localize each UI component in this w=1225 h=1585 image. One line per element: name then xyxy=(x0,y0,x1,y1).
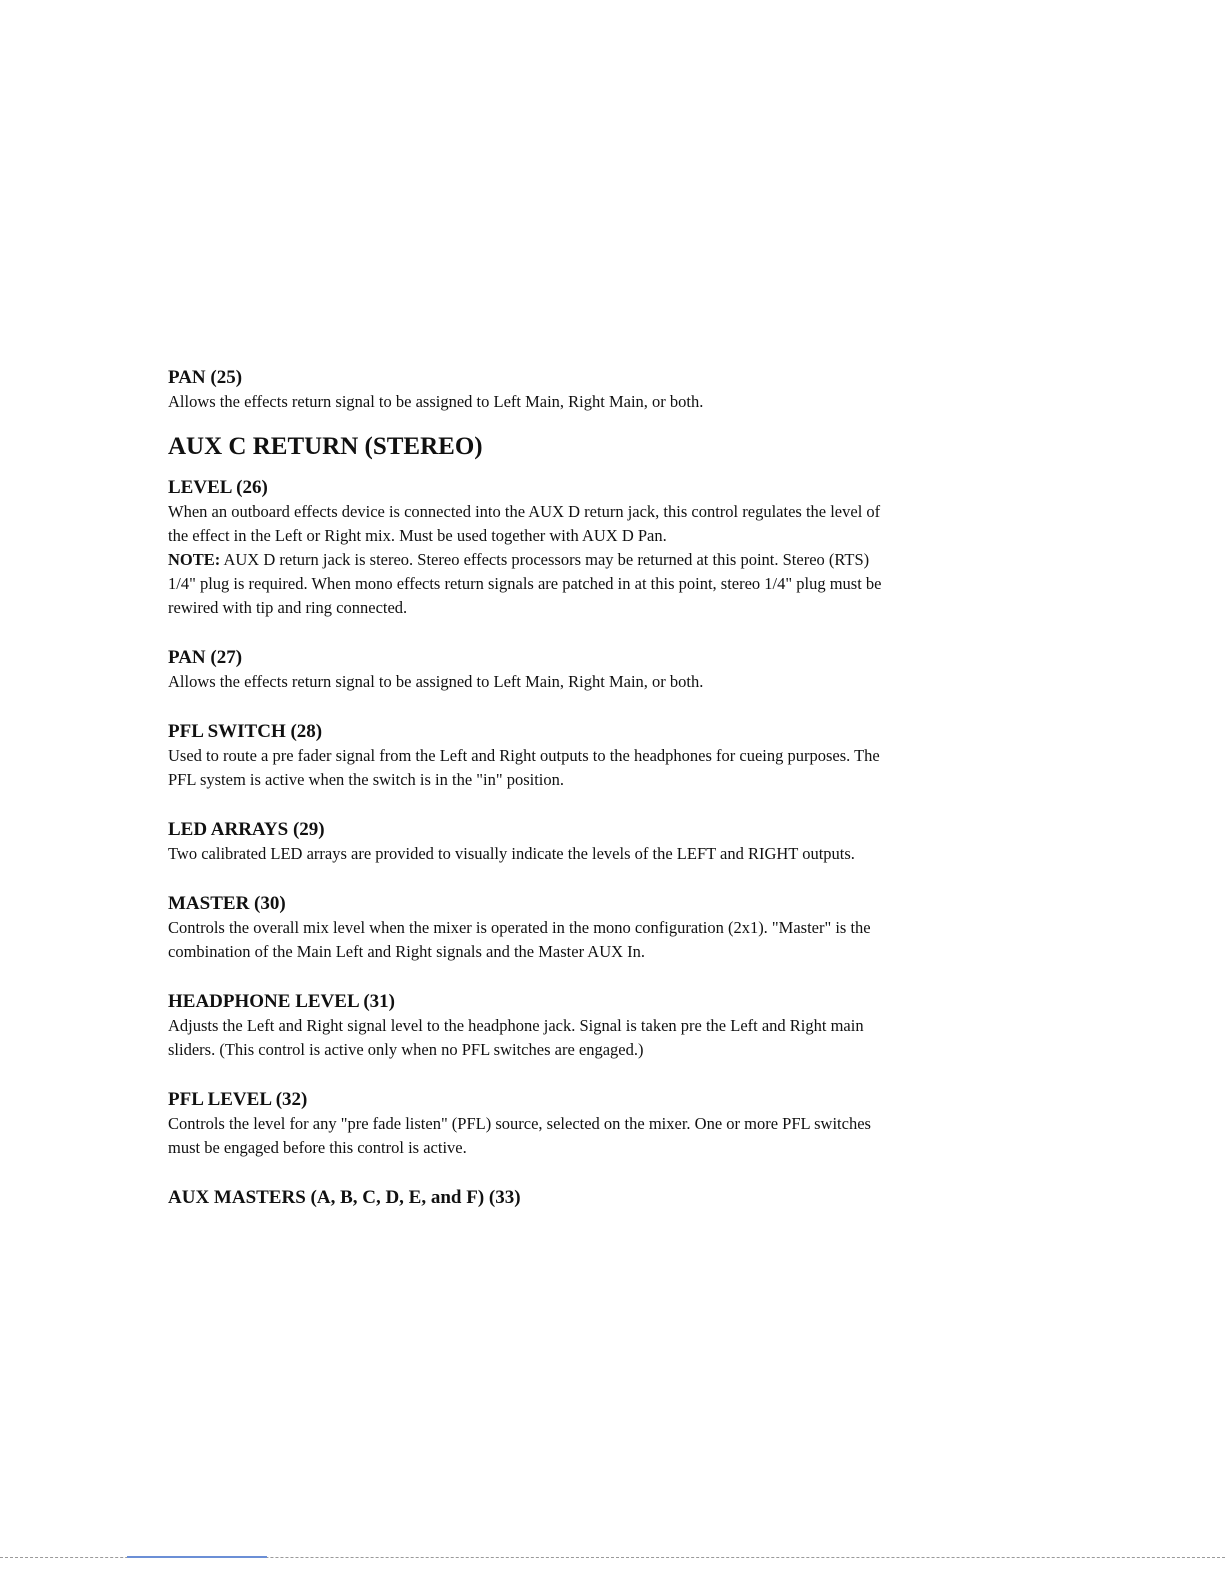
pfl-switch-28-line-1: Used to route a pre fader signal from the Left and Right outputs to the headphones for cueing purposes. The xyxy=(168,746,880,765)
headphone-level-31-line-1: Adjusts the Left and Right signal level to the headphone jack. Signal is taken pre the Left and Right main xyxy=(168,1016,864,1035)
pan-27-title: PAN (27) xyxy=(168,647,243,668)
led-arrays-29-text: Two calibrated LED arrays are provided to visually indicate the levels of the LEFT and RIGHT outputs. xyxy=(168,844,855,863)
pan-27-text: Allows the effects return signal to be assigned to Left Main, Right Main, or both. xyxy=(168,672,704,691)
headphone-level-31-block xyxy=(168,990,1048,1062)
pfl-level-32-line-1: Controls the level for any "pre fade listen" (PFL) source, selected on the mixer. One or more PFL switches xyxy=(168,1114,871,1133)
aux-c-return-section xyxy=(168,432,1048,462)
headphone-level-31-line-2: sliders. (This control is active only when no PFL switches are engaged.) xyxy=(168,1040,644,1059)
level-26-line-2: the effect in the Left or Right mix. Must be used together with AUX D Pan. xyxy=(168,526,667,545)
bottom-divider-accent xyxy=(127,1556,267,1558)
led-arrays-29-title: LED ARRAYS (29) xyxy=(168,819,325,840)
note-label: NOTE: xyxy=(168,550,221,569)
pfl-level-32-line-2: must be engaged before this control is active. xyxy=(168,1138,467,1157)
pfl-switch-28-line-2: PFL system is active when the switch is in the "in" position. xyxy=(168,770,564,789)
master-30-line-1: Controls the overall mix level when the mixer is operated in the mono configuration (2x1). "Master" is the xyxy=(168,918,871,937)
pfl-switch-28-title: PFL SWITCH (28) xyxy=(168,721,323,742)
level-26-title: LEVEL (26) xyxy=(168,477,268,498)
master-30-line-2: combination of the Main Left and Right signals and the Master AUX In. xyxy=(168,942,646,961)
master-30-title: MASTER (30) xyxy=(168,893,286,914)
level-26-block xyxy=(168,476,1048,620)
pan-25-title: PAN (25) xyxy=(168,367,243,388)
level-26-line-1: When an outboard effects device is connected into the AUX D return jack, this control regulates the level of xyxy=(168,502,881,521)
pan-25-block xyxy=(168,366,1048,414)
note-line-2: 1/4" plug is required. When mono effects return signals are patched in at this point, stereo 1/4" plug must be xyxy=(168,574,882,593)
pan-25-text: Allows the effects return signal to be assigned to Left Main, Right Main, or both. xyxy=(168,392,704,411)
note-line-3: rewired with tip and ring connected. xyxy=(168,598,408,617)
aux-masters-33-title: AUX MASTERS (A, B, C, D, E, and F) (33) xyxy=(168,1187,521,1208)
pan-27-block xyxy=(168,646,1048,694)
aux-masters-33-block xyxy=(168,1186,1048,1210)
master-30-block xyxy=(168,892,1048,964)
level-26-note xyxy=(168,548,1048,572)
note-line-1: AUX D return jack is stereo. Stereo effects processors may be returned at this point. Stereo (RTS) xyxy=(220,550,870,569)
headphone-level-31-title: HEADPHONE LEVEL (31) xyxy=(168,991,395,1012)
section-heading: AUX C RETURN (STEREO) xyxy=(168,433,483,460)
pfl-level-32-block xyxy=(168,1088,1048,1160)
led-arrays-29-block xyxy=(168,818,1048,866)
pfl-level-32-title: PFL LEVEL (32) xyxy=(168,1089,308,1110)
pfl-switch-28-block xyxy=(168,720,1048,792)
manual-page-content xyxy=(168,366,1048,1210)
